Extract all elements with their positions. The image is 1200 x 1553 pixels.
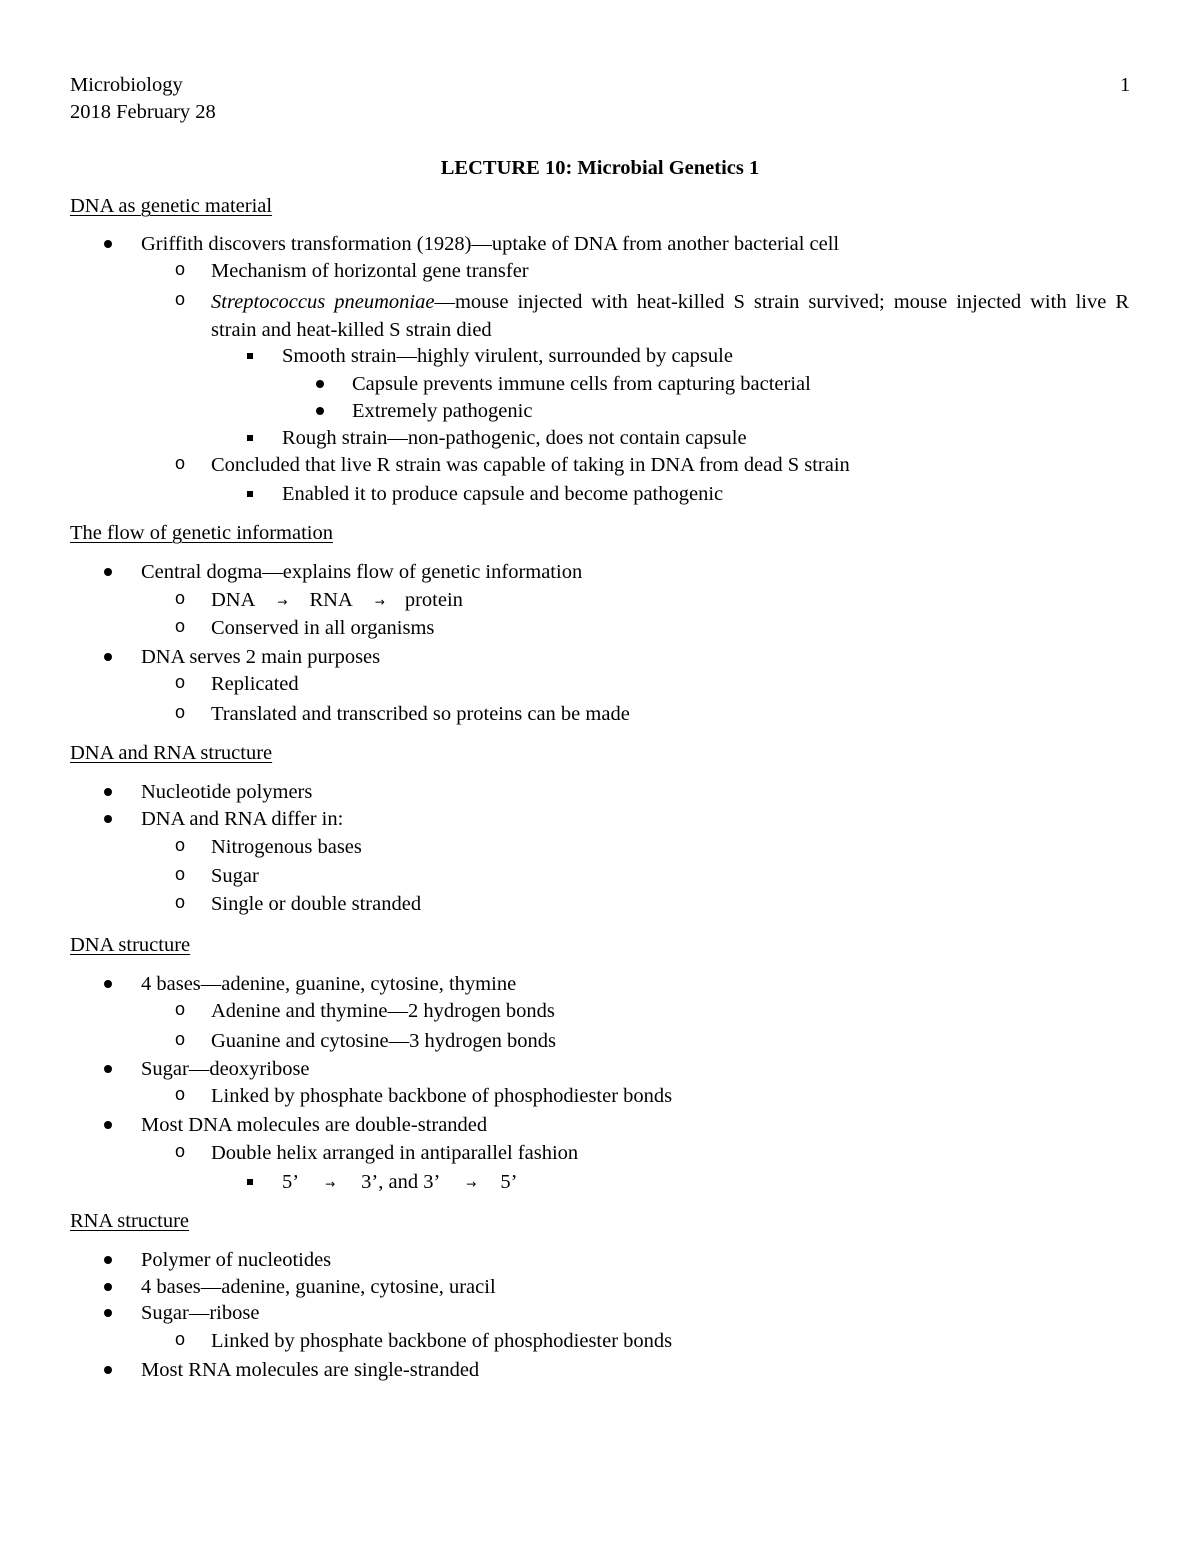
bullet-disc-icon — [98, 1300, 118, 1326]
list-item: Most DNA molecules are double-stranded — [141, 1114, 488, 1136]
bullet-circle-icon: o — [174, 590, 186, 610]
strand-direction-sequence — [282, 1169, 517, 1197]
sequence-term: 5’ — [500, 1171, 518, 1193]
bullet-circle-icon: o — [174, 1001, 186, 1021]
bullet-circle-icon: o — [174, 1031, 186, 1051]
list-item: Sugar—deoxyribose — [141, 1058, 310, 1080]
central-dogma-sequence — [211, 587, 463, 615]
bullet-disc-icon — [98, 559, 118, 585]
list-item: Mechanism of horizontal gene transfer — [211, 260, 529, 282]
bullet-circle-icon: o — [174, 1331, 186, 1351]
bullet-circle-icon: o — [174, 1143, 186, 1163]
bullet-circle-icon: o — [174, 837, 186, 857]
list-item: Linked by phosphate backbone of phosphodiester bonds — [211, 1085, 673, 1107]
section-heading: DNA structure — [70, 934, 191, 956]
bullet-circle-icon: o — [174, 455, 186, 475]
species-name: Streptococcus pneumoniae — [211, 291, 435, 313]
list-item: Linked by phosphate backbone of phosphodiester bonds — [211, 1330, 673, 1352]
sequence-term: DNA — [211, 589, 256, 611]
bullet-circle-icon: o — [174, 618, 186, 638]
list-item: Central dogma—explains flow of genetic information — [141, 561, 583, 583]
course-name: Microbiology — [70, 74, 183, 96]
arrow-right-icon: → — [277, 595, 288, 609]
list-item: Griffith discovers transformation (1928)—uptake of DNA from another bacterial cell — [141, 233, 840, 255]
page-number: 1 — [1120, 74, 1131, 96]
bullet-disc-icon — [98, 644, 118, 670]
list-item: Single or double stranded — [211, 893, 422, 915]
bullet-disc-icon — [310, 398, 330, 424]
bullet-square-icon — [240, 481, 260, 507]
bullet-circle-icon: o — [174, 674, 186, 694]
list-item: Sugar—ribose — [141, 1302, 260, 1324]
arrow-right-icon: → — [374, 595, 385, 609]
bullet-circle-icon: o — [174, 866, 186, 886]
section-heading: The flow of genetic information — [70, 522, 333, 544]
list-item: Translated and transcribed so proteins can be made — [211, 703, 630, 725]
list-item: Replicated — [211, 673, 299, 695]
bullet-disc-icon — [98, 806, 118, 832]
list-item: Most RNA molecules are single-stranded — [141, 1359, 480, 1381]
list-item — [211, 288, 1129, 344]
bullet-circle-icon: o — [174, 261, 186, 281]
bullet-circle-icon: o — [174, 894, 186, 914]
sequence-term: RNA — [309, 589, 353, 611]
bullet-circle-icon: o — [174, 704, 186, 724]
bullet-square-icon — [240, 343, 260, 369]
list-item: DNA serves 2 main purposes — [141, 646, 381, 668]
list-item: Sugar — [211, 865, 259, 887]
list-item: Polymer of nucleotides — [141, 1249, 332, 1271]
bullet-disc-icon — [98, 1112, 118, 1138]
bullet-disc-icon — [310, 371, 330, 397]
bullet-disc-icon — [98, 1247, 118, 1273]
bullet-disc-icon — [98, 1056, 118, 1082]
lecture-title: LECTURE 10: Microbial Genetics 1 — [440, 157, 760, 179]
section-heading: DNA and RNA structure — [70, 742, 273, 764]
section-heading: DNA as genetic material — [70, 195, 273, 217]
sequence-term: 5’ — [282, 1171, 300, 1193]
list-item: DNA and RNA differ in: — [141, 808, 344, 830]
bullet-circle-icon: o — [174, 291, 186, 311]
section-heading: RNA structure — [70, 1210, 189, 1232]
bullet-disc-icon — [98, 231, 118, 257]
list-item: 4 bases—adenine, guanine, cytosine, thymine — [141, 973, 517, 995]
list-item: Guanine and cytosine—3 hydrogen bonds — [211, 1030, 557, 1052]
list-item: Rough strain—non-pathogenic, does not contain capsule — [282, 427, 747, 449]
list-item: Smooth strain—highly virulent, surrounded by capsule — [282, 345, 733, 367]
bullet-disc-icon — [98, 1357, 118, 1383]
list-item: Conserved in all organisms — [211, 617, 435, 639]
list-item: Adenine and thymine—2 hydrogen bonds — [211, 1000, 555, 1022]
bullet-disc-icon — [98, 1274, 118, 1300]
list-item: Nucleotide polymers — [141, 781, 313, 803]
list-item: Capsule prevents immune cells from capturing bacterial — [352, 373, 811, 395]
bullet-circle-icon: o — [174, 1086, 186, 1106]
arrow-right-icon: → — [466, 1177, 477, 1191]
sequence-term: protein — [404, 589, 463, 611]
sequence-term: 3’, and 3’ — [361, 1171, 441, 1193]
bullet-disc-icon — [98, 779, 118, 805]
list-item: Nitrogenous bases — [211, 836, 362, 858]
arrow-right-icon: → — [325, 1177, 336, 1191]
list-item-text: —mouse injected with heat-killed S strain survived; mouse injected with live R strain and heat-killed S strain died — [211, 291, 1129, 341]
list-item: 4 bases—adenine, guanine, cytosine, uracil — [141, 1276, 496, 1298]
list-item: Extremely pathogenic — [352, 400, 533, 422]
list-item: Double helix arranged in antiparallel fashion — [211, 1142, 579, 1164]
bullet-disc-icon — [98, 971, 118, 997]
bullet-square-icon — [240, 1169, 260, 1195]
document-date: 2018 February 28 — [70, 101, 216, 123]
list-item: Concluded that live R strain was capable of taking in DNA from dead S strain — [211, 454, 850, 476]
list-item: Enabled it to produce capsule and become pathogenic — [282, 483, 724, 505]
bullet-square-icon — [240, 425, 260, 451]
